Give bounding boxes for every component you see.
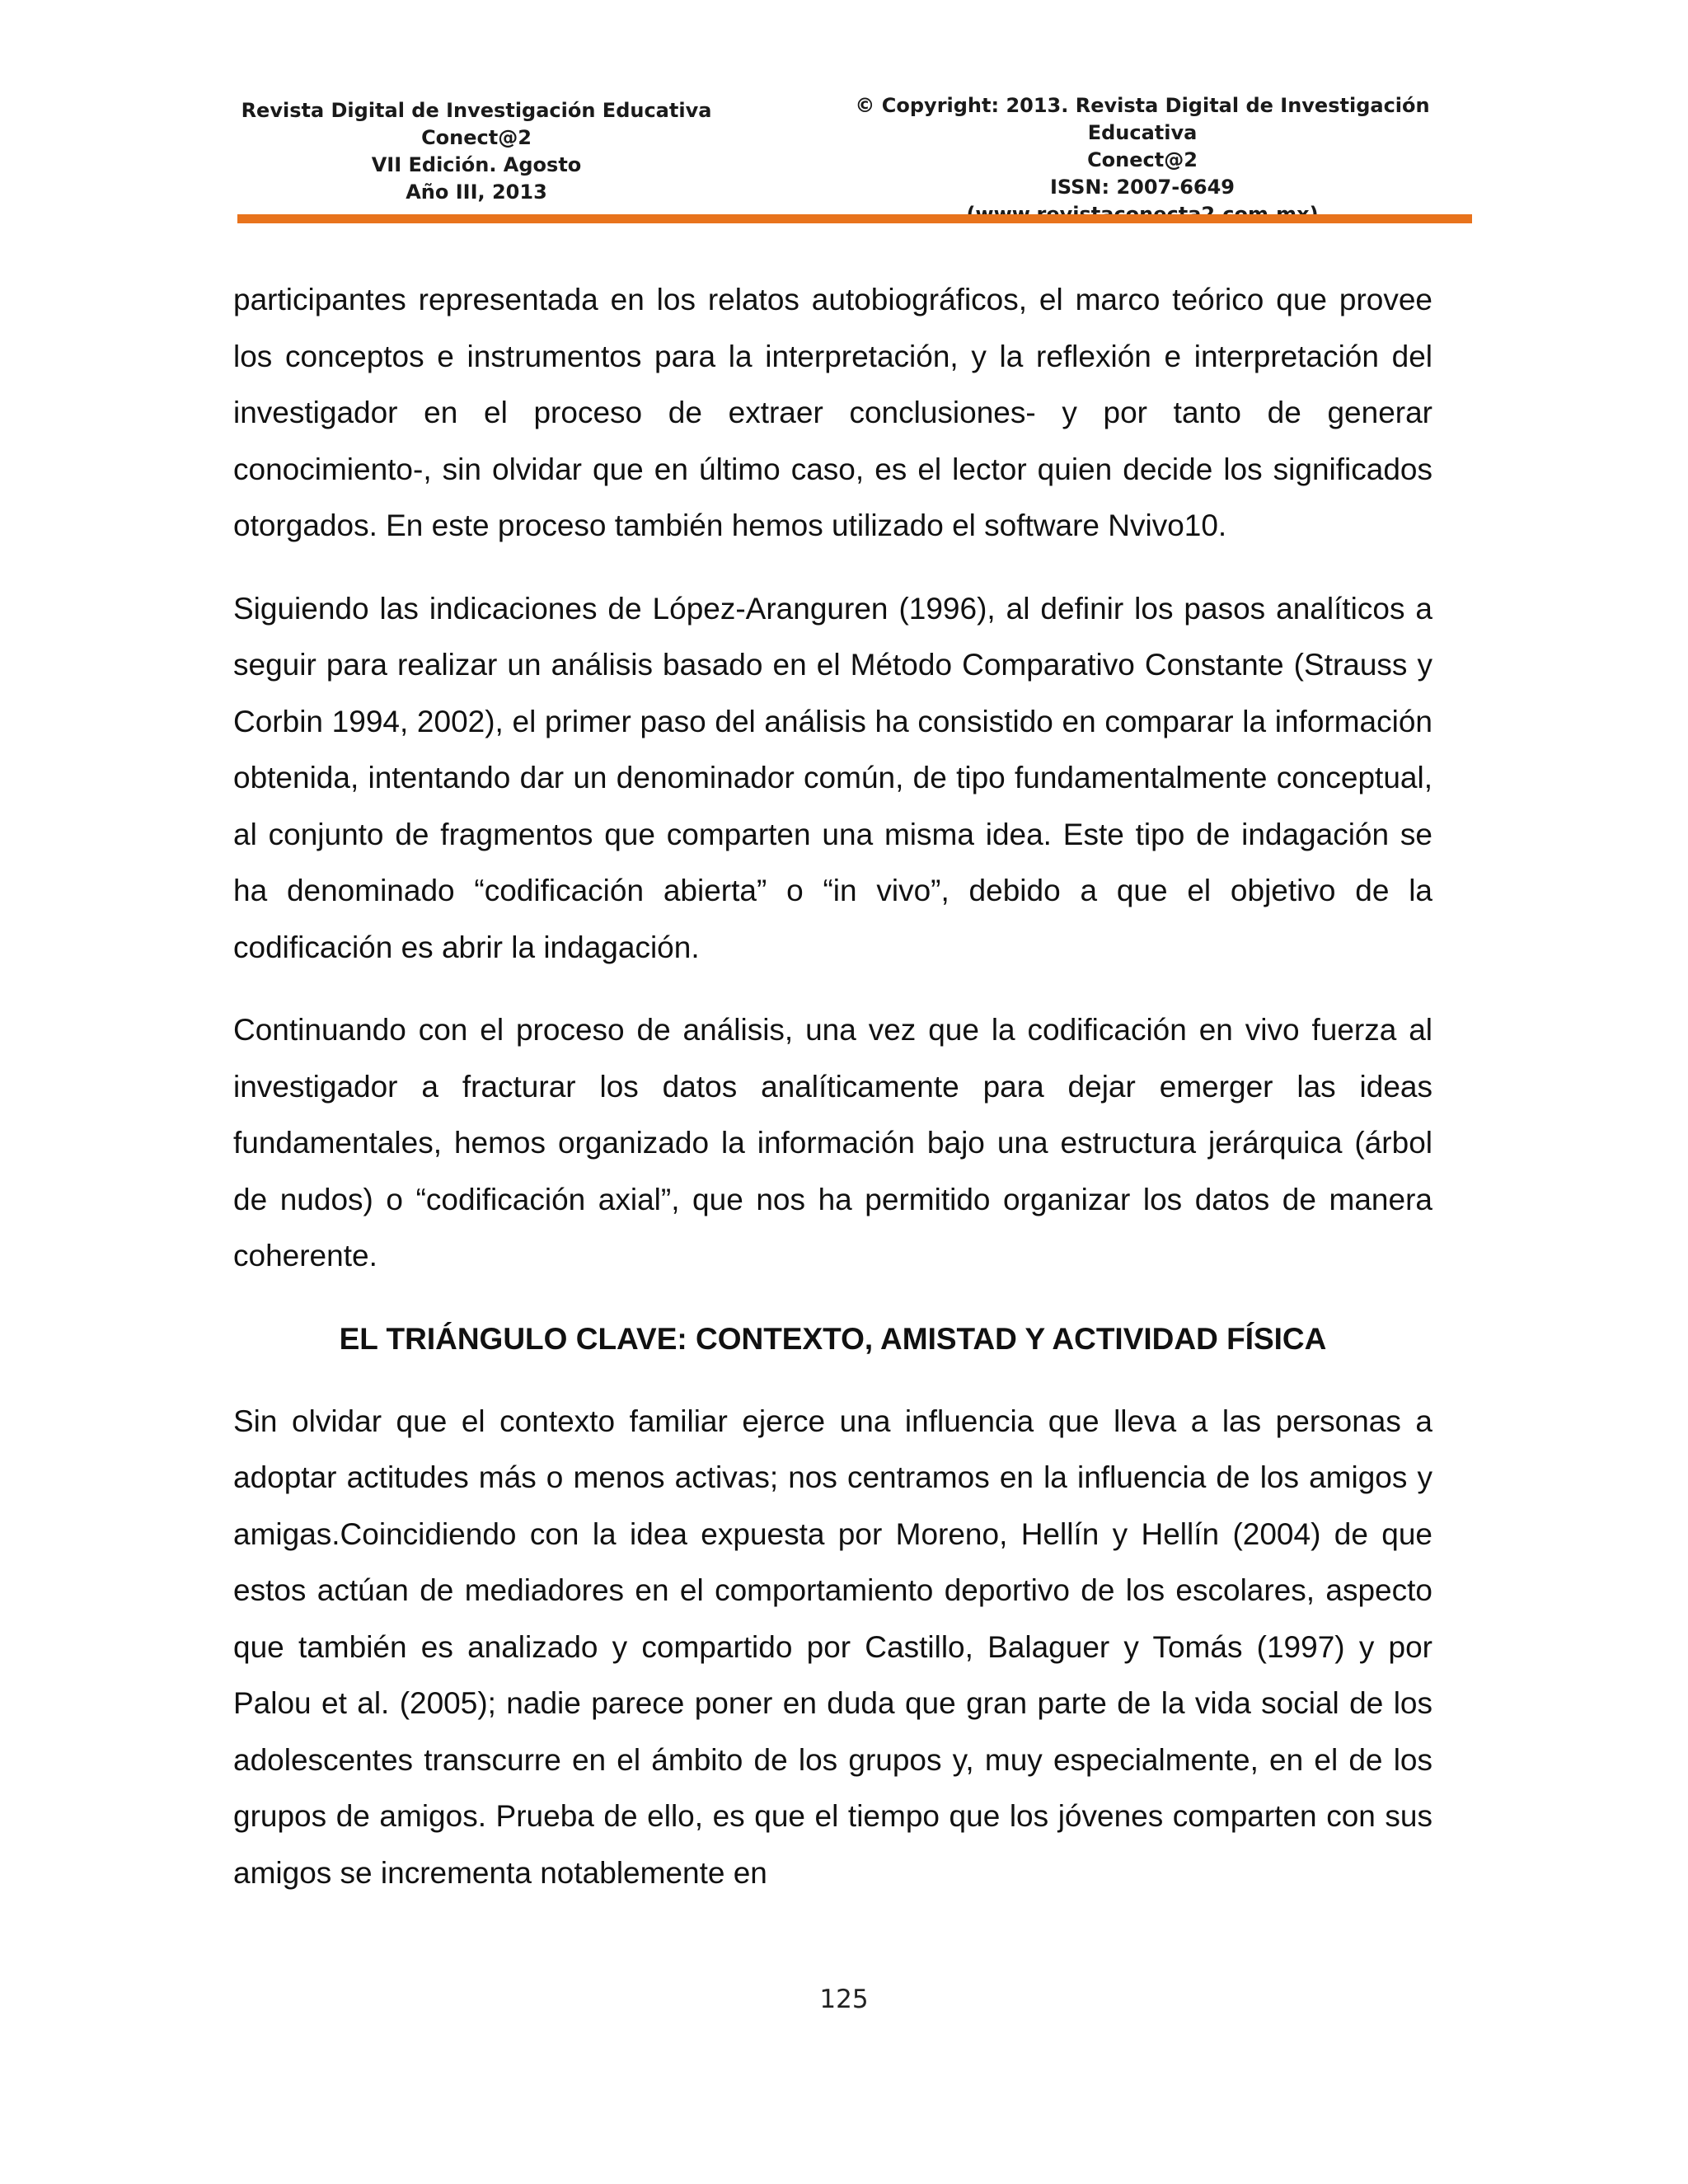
journal-title: Revista Digital de Investigación Educativa	[241, 99, 712, 122]
paragraph: Continuando con el proceso de análisis, una vez que la codificación en vivo fuerza al investigador a fracturar los datos analíticamente para dejar emerger las ideas fundamentales, hemos organizado la información bajo una estructura jerárquica (árbol de nudos) o “codificación axial”, que nos ha permitido organizar los datos de manera coherente.	[233, 1013, 1432, 1272]
header-divider	[237, 214, 1472, 223]
section-heading: EL TRIÁNGULO CLAVE: CONTEXTO, AMISTAD Y ACTIVIDAD FÍSICA	[339, 1321, 1327, 1356]
journal-edition: VII Edición. Agosto	[371, 153, 582, 176]
page-header	[237, 92, 1472, 224]
issn: ISSN: 2007-6649	[1049, 176, 1235, 199]
journal-year: Año III, 2013	[406, 180, 547, 204]
paragraph: Sin olvidar que el contexto familiar ejerce una influencia que lleva a las personas a adoptar actitudes más o menos activas; nos centramos en la influencia de los amigos y amigas.Coincidiendo con la idea expuesta por Moreno, Hellín y Hellín (2004) de que estos actúan de mediadores en el comportamiento deportivo de los escolares, aspecto que también es analizado y compartido por Castillo, Balaguer y Tomás (1997) y por Palou et al. (2005); nadie parece poner en duda que gran parte de la vida social de los adolescentes transcurre en el ámbito de los grupos y, muy especialmente, en el de los grupos de amigos. Prueba de ello, es que el tiempo que los jóvenes comparten con sus amigos se incrementa notablemente en	[233, 1404, 1432, 1890]
journal-name: Conect@2	[421, 126, 532, 149]
paragraph: participantes representada en los relatos autobiográficos, el marco teórico que provee los conceptos e instrumentos para la interpretación, y la reflexión e interpretación del investigador en el proceso de extraer conclusiones- y por tanto de generar conocimiento-, sin olvidar que en último caso, es el lector quien decide los significados otorgados. En este proceso también hemos utilizado el software Nvivo10.	[233, 283, 1432, 542]
page-number: 125	[819, 1985, 869, 2014]
copyright-info	[813, 92, 1472, 228]
journal-info	[237, 97, 715, 206]
copyright-journal-name: Conect@2	[1087, 148, 1198, 171]
document-body	[233, 272, 1432, 1928]
paragraph: Siguiendo las indicaciones de López-Aranguren (1996), al definir los pasos analíticos a seguir para realizar un análisis basado en el Método Comparativo Constante (Strauss y Corbin 1994, 2002), el primer paso del análisis ha consistido en comparar la información obtenida, intentando dar un denominador común, de tipo fundamentalmente conceptual, al conjunto de fragmentos que comparten una misma idea. Este tipo de indagación se ha denominado “codificación abierta” o “in vivo”, debido a que el objetivo de la codificación es abrir la indagación.	[233, 591, 1432, 964]
copyright-line: © Copyright: 2013. Revista Digital de Investigación Educativa	[855, 94, 1430, 144]
